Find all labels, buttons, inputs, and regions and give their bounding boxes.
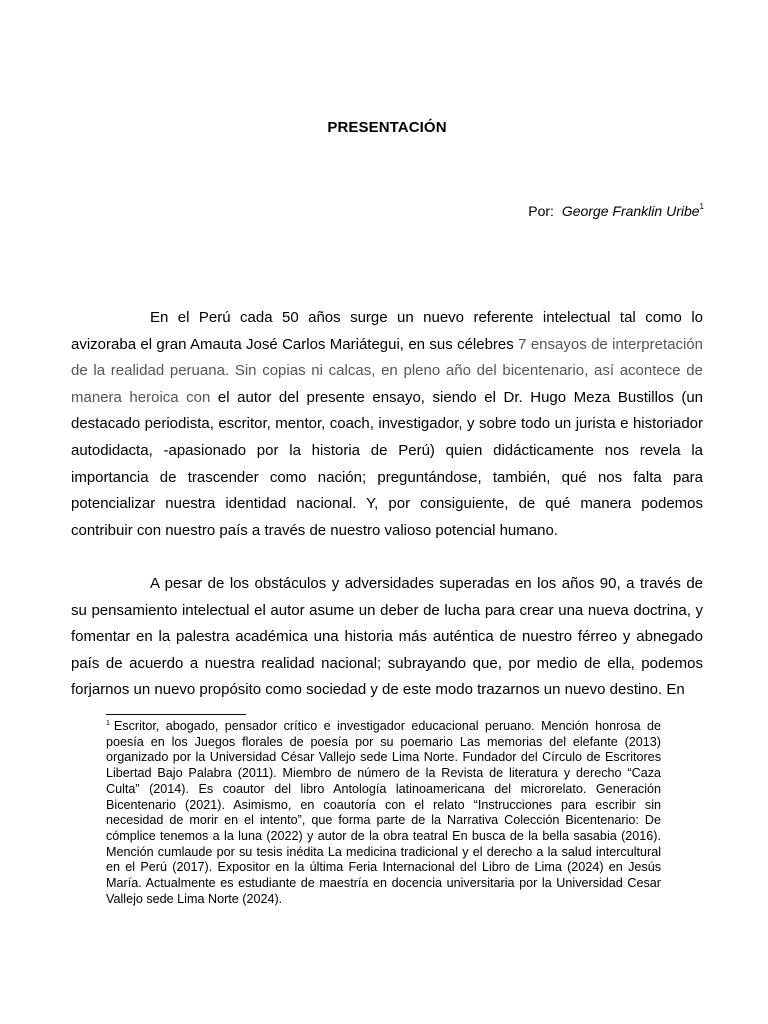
footnote-number: 1: [106, 720, 110, 727]
page-title: PRESENTACIÓN: [327, 119, 447, 136]
byline-prefix: Por:: [528, 203, 554, 219]
byline-author: George Franklin Uribe: [561, 203, 700, 219]
footnote-reference[interactable]: 1: [699, 202, 704, 211]
paragraph-1-book-title: 7 ensayos de interpretación de la realidad peruana: [71, 335, 703, 380]
paragraph-1-text-d: el autor del presente ensayo, siendo el Dr. Hugo Meza Bustillos (un destacado periodista, escritor, mentor, coach, investigador, y sobre todo un jurista e historiador autodidacta, -apasionado por la historia de Perú) quien didácticamente nos revela la importancia de trascender como nación; preguntándose, también, qué nos falta para potencializar nuestra identidad nacional. Y, por consiguiente, de qué manera podemos contribuir con nuestro país a través de nuestro valioso potencial humano.: [71, 388, 704, 539]
footnote-text: Escritor, abogado, pensador crítico e investigador educacional peruano. Mención honrosa de poesía en los Juegos florales de poesía por su poemario Las memorias del elefante (2013) organizado por la Universidad César Vallejo sede Lima Norte. Fundador del Círculo de Escritores Libertad Bajo Palabra (2011). Miembro de número de la Revista de literatura y derecho “Caza Culta” (2014). Es coautor del libro Antología latinoamericana del microrelato. Generación Bicentenario (2021). Asimismo, en coautoría con el relato “Instrucciones para escribir sin necesidad de morir en el intento”, que forma parte de la Narrativa Colección Bicentenario: De cómplice tenemos a la luna (2022) y autor de la obra teatral En busca de la bella sasabia (2016). Mención cumlaude por su tesis inédita La medicina tradicional y el derecho a la salud intercultural en el Perú (2017). Expositor en la última Feria Internacional del Libro de Lima (2024) en Jesús María. Actualmente es estudiante de maestría en docencia universitaria por la Universidad Cesar Vallejo sede Lima Norte (2024).: [106, 719, 661, 906]
footnote: [106, 716, 661, 907]
footnote-separator: [106, 714, 246, 715]
paragraph-1: [71, 305, 703, 544]
paragraph-1-text-a: En el Perú cada 50 años surge un nuevo referente intelectual tal como lo avizoraba el gran Amauta José Carlos Mariátegui, en sus célebres: [71, 309, 703, 353]
paragraph-2: A pesar de los obstáculos y adversidades superadas en los años 90, a través de su pensamiento intelectual el autor asume un deber de lucha para crear una nueva doctrina, y fomentar en la palestra académica una historia más auténtica de nuestro férreo y abnegado país de acuerdo a nuestra realidad nacional; subrayando que, por medio de ella, podemos forjarnos un nuevo propósito como sociedad y de este modo trazarnos un nuevo destino. En: [71, 575, 703, 699]
paragraph-1-text-c: . Sin copias ni calcas, en pleno año del bicentenario, así acontece de manera heroica con: [71, 362, 703, 406]
byline: [528, 202, 704, 219]
